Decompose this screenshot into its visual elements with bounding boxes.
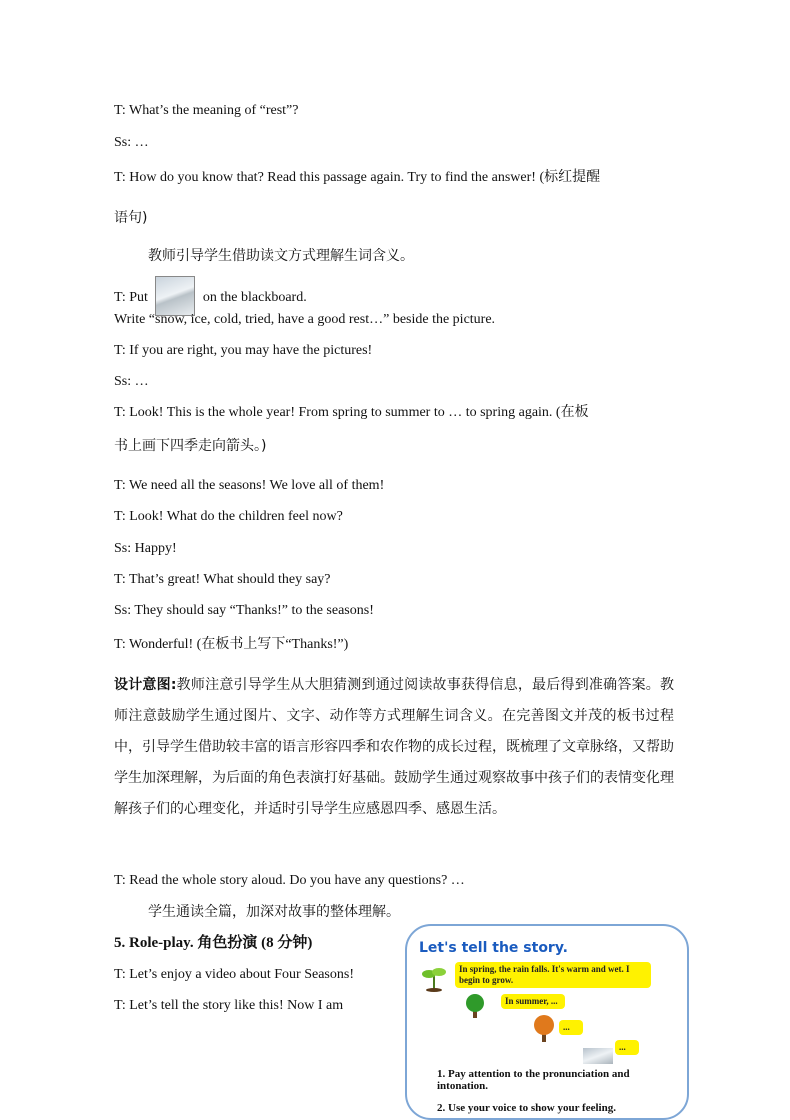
line-how-know-text: T: How do you know that? Read this passage again. Try to find the answer! (标红提醒 <box>114 170 601 185</box>
autumn-tree-icon <box>529 1012 559 1044</box>
line-put-a: T: Put <box>114 290 148 306</box>
line-thats-great: T: That’s great! What should they say? <box>114 572 331 587</box>
design-intent-text: 教师注意引导学生从大胆猜测到通过阅读故事获得信息，最后得到准确答案。教师注意鼓励学生通过图片、文字、动作等方式理解生词含义。在完善图文并茂的板书过程中，引导学生借助较丰富的语言形容四季和农作物的成长过程，既梳理了文章脉络，又帮助学生加深理解，为后面的角色表演打好基础。鼓励学生通过观察故事中孩子们的表情变化理解孩子们的心理变化，并适时引导学生应感恩四季、感恩生活。 <box>114 677 674 817</box>
line-children-feel: T: Look! What do the children feel now? <box>114 509 343 524</box>
design-intent-label: 设计意图: <box>114 677 177 693</box>
summer-speech-bubble: In summer, ... <box>501 994 565 1009</box>
tip-voice: 2. Use your voice to show your feeling. <box>437 1102 616 1114</box>
line-tell-story: T: Let’s tell the story like this! Now I am <box>114 998 344 1013</box>
winter-speech-bubble: ... <box>615 1040 639 1055</box>
line-read-whole: T: Read the whole story aloud. Do you have any questions? … <box>114 873 465 888</box>
tip-pronunciation: 1. Pay attention to the pronunciation and intonation. <box>437 1068 630 1092</box>
autumn-speech-bubble: ... <box>559 1020 583 1035</box>
section-heading-roleplay: 5. Role-play. 角色扮演 (8 分钟) <box>114 935 313 951</box>
line-if-right: T: If you are right, you may have the pictures! <box>114 343 373 358</box>
line-whole-year: T: Look! This is the whole year! From spring to summer to … to spring again. (在板 <box>114 405 589 420</box>
line-enjoy-video: T: Let’s enjoy a video about Four Seasons! <box>114 967 354 982</box>
line-ss-2: Ss: … <box>114 374 149 389</box>
line-say-thanks: Ss: They should say “Thanks!” to the seasons! <box>114 603 374 618</box>
story-card-title: Let's tell the story. <box>419 940 568 956</box>
line-meaning: T: What’s the meaning of “rest”? <box>114 103 299 118</box>
sprout-icon <box>419 962 449 992</box>
line-write: Write “snow, ice, cold, tried, have a good rest…” beside the picture. <box>114 312 496 327</box>
line-ss-1: Ss: … <box>114 135 149 150</box>
line-put-b: on the blackboard. <box>202 290 307 306</box>
design-intent <box>114 670 674 825</box>
summer-tree-icon <box>461 992 489 1020</box>
line-happy: Ss: Happy! <box>114 541 177 556</box>
teacher-note-1: 教师引导学生借助读文方式理解生词含义。 <box>148 248 414 264</box>
teacher-note-2: 学生通读全篇，加深对故事的整体理解。 <box>148 904 400 920</box>
line-how-know <box>114 168 600 188</box>
spring-speech-bubble: In spring, the rain falls. It's warm and wet. I begin to grow. <box>455 962 651 988</box>
line-how-know-cont: 语句) <box>114 210 148 226</box>
line-need-seasons: T: We need all the seasons! We love all of them! <box>114 478 385 493</box>
story-card <box>405 924 689 1120</box>
line-whole-year-cont: 书上画下四季走向箭头。) <box>114 438 267 454</box>
line-wonderful: T: Wonderful! (在板书上写下“Thanks!”) <box>114 637 349 652</box>
winter-picture <box>583 1048 613 1064</box>
